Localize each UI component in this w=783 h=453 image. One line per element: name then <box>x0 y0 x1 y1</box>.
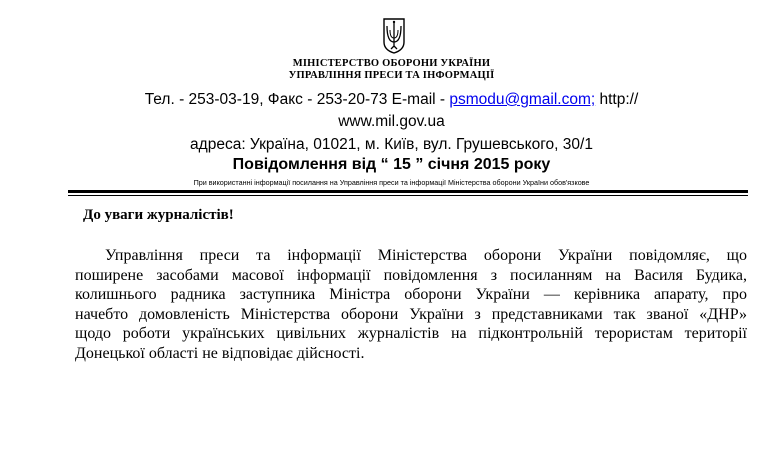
body-line: щодо роботи українських цивільних журналістів на підконтрольній терористам території <box>75 325 747 342</box>
header-divider-thin <box>68 195 748 196</box>
trident-coat-of-arms-icon <box>383 18 405 54</box>
body-line: начебто домовленість Міністерства оборони України з представниками так званої «ДНР» <box>75 305 747 323</box>
body-line: колишнього радника заступника Міністра оборони України — керівника апарату, про <box>75 286 747 303</box>
email-link[interactable]: psmodu@gmail.com; <box>449 91 596 108</box>
website-line[interactable]: www.mil.gov.ua <box>338 113 445 130</box>
ministry-name: МІНІСТЕРСТВО ОБОРОНИ УКРАЇНИ <box>292 58 491 69</box>
website-prefix: http:// <box>595 91 639 108</box>
contact-line <box>0 91 783 109</box>
address-line: адреса: Україна, 01021, м. Київ, вул. Грушевського, 30/1 <box>190 136 593 153</box>
attention-heading: До уваги журналістів! <box>83 207 234 223</box>
body-line: Управління преси та інформації Міністерства оборони України повідомляє, що <box>105 247 747 264</box>
contact-phone-fax: Тел. - 253-03-19, Факс - 253-20-73 E-mail - <box>144 91 450 108</box>
notice-title: Повідомлення від “ 15 ” січня 2015 року <box>232 156 551 173</box>
header-divider-thick <box>68 190 748 193</box>
body-line: Донецької області не відповідає дійсності. <box>75 344 365 362</box>
body-line: поширене засобами масової інформації повідомлення з посиланням на Василя Будика, <box>75 266 747 284</box>
department-name: УПРАВЛІННЯ ПРЕСИ ТА ІНФОРМАЦІЇ <box>288 70 495 81</box>
press-release-body <box>75 246 747 363</box>
usage-note: При використанні інформації посилання на Управління преси та інформації Міністерства оборони України обов'язкове <box>193 178 590 187</box>
